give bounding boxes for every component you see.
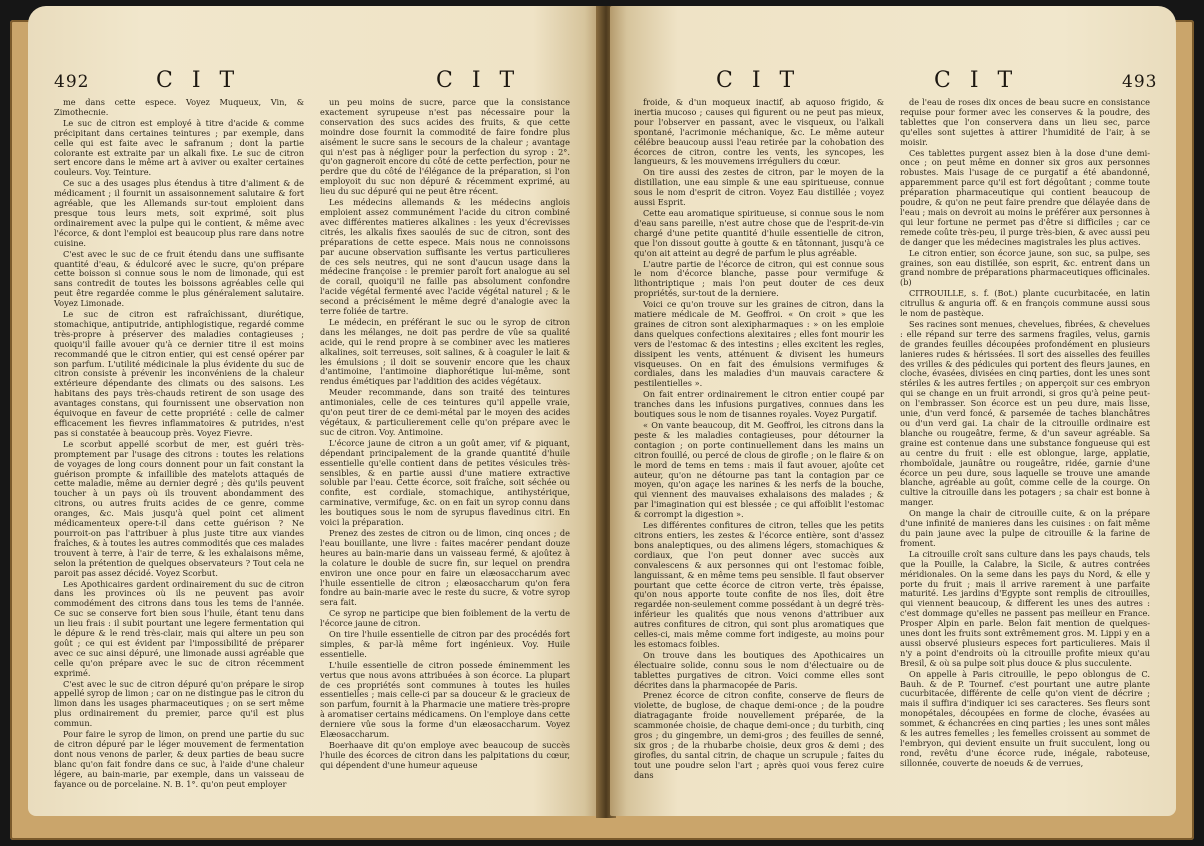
running-head-left-2: C I T <box>436 68 521 93</box>
paragraph: Le suc de citron est rafraîchissant, diurétique, stomachique, antiputride, antiphlogistique, regardé comme très-propre à préserver des maladies contagieuses ; quoiqu'il faille avouer qu'à ce dernier titre il est moins recommandé que le citron entier, qui est censé opérer par son parfum. L'utilité médicinale la plus évidente du suc de citron consiste à prévenir les inconvéniens de la chaleur extérieure dépendante des climats ou des saisons. Les habitans des pays très-chauds retirent de son usage des avantages constans, qui fournissent une observation non équivoque en faveur de cette propriété : celle de calmer efficacement les fievres inflammatoires & putrides, n'est pas si constatée à beaucoup près. Voyez Fievre. <box>54 309 304 438</box>
paragraph: Voici ce qu'on trouve sur les graines de citron, dans la matiere médicale de M. Geoffroi. « On croit » que les graines de citron sont alexipharmaques : » on les emploie dans quelques confections alexitaires ; elles font mourir les vers de l'estomac & des intestins ; elles excitent les regles, dissipent les vents, atténuent & divisent les humeurs visqueuses. On en fait des émulsions vermifuges & cordiales, dans les maladies d'un mauvais caractere & pestilentielles ». <box>634 299 884 389</box>
paragraph: un peu moins de sucre, parce que la consistance exactement syrupeuse n'est pas nécessaire pour la conservation des sucs acides des fruits, & que cette moindre dose fournit la commodité de faire fondre plus aisément le sucre sans le secours de la chaleur ; avantage qui n'est pas à négliger pour la perfection du syrop : 2°. qu'on gagneroit encore du côté de cette perfection, pour ne perdre que du côté de l'élégance de la préparation, si l'on employoit du suc non dépuré & récemment exprimé, au lieu du suc dépuré qui ne peut être récent. <box>320 97 570 197</box>
paragraph: Les médecins allemands & les médecins anglois emploient assez communément l'acide du citron combiné avec différentes matieres alkalines : les yeux d'écrevisses citrés, les alkalis fixes saoulés de suc de citron, sont des préparations de cette espece. Mais nous ne connoissons par aucune observation suffisante les vertus particulieres de ces sels neutres, qui ne sont d'aucun usage dans la médecine françoise : le premier paroît fort analogue au sel de corail, quoiqu'il ne faille pas absolument confondre l'acide végétal fermenté avec l'acide végétal naturel ; & le second a précisément le même degré d'analogie avec la terre foliée de tartre. <box>320 197 570 317</box>
paragraph: Le suc de citron est employé à titre d'acide & comme précipitant dans certaines teintures ; par exemple, dans celle qui est faite avec le safranum ; dont la partie colorante est extraite par un alkali fixe. Le suc de citron sert encore dans le même art à aviver ou exalter certaines couleurs. Voy. Teinture. <box>54 117 304 178</box>
right-page-column-2 <box>900 98 1150 769</box>
paragraph: Ce suc a des usages plus étendus à titre d'aliment & de médicament ; il fournit un assaisonnement salutaire & fort agréable, que les Allemands sur-tout emploient dans presque tous leurs mets, soit exprimé, soit plus ordinairement avec la pulpe qui le contient, & même avec l'écorce, & dont l'emploi est beaucoup plus rare dans notre cuisine. <box>54 178 304 248</box>
paragraph: Les Apothicaires gardent ordinairement du suc de citron dans les provinces où ils ne peuvent pas avoir commodément des citrons dans tous les tems de l'année. Ce suc se conserve fort bien sous l'huile, étant tenu dans un lieu frais : il subit pourtant une legere fermentation qui le dépure & le rend très-clair, mais qui altere un peu son goût ; ce qui est évident par l'impossibilité de préparer avec ce suc ainsi dépuré, une limonade aussi agréable que celle qu'on prépare avec le suc de citron récemment exprimé. <box>54 578 304 678</box>
running-head-left-1: C I T <box>156 68 241 93</box>
paragraph: Pour faire le syrop de limon, on prend une partie du suc de citron dépuré par le léger mouvement de fermentation dont nous venons de parler, & deux parties de beau sucre blanc qu'on fait fondre dans ce suc, à l'aide d'une chaleur légere, au bain-marie, par exemple, dans un vaisseau de fayance ou de porcelaine. N. B. 1°. qu'on peut employer <box>54 729 304 789</box>
running-head-right-1: C I T <box>716 68 801 93</box>
running-head-right-2: C I T <box>934 68 1019 93</box>
paragraph: La citrouille croît sans culture dans les pays chauds, tels que la Pouille, la Calabre, la Sicile, & autres contrées méridionales. On la seme dans les pays du Nord, & elle y porte du fruit ; mais il arrive rarement à une parfaite maturité. Les jardins d'Egypte sont remplis de citrouilles, qui viennent beaucoup, & different les unes des autres : c'est dommage qu'elles ne passent pas meilleur en France. Prosper Alpin en parle. Belon fait mention de quelques-unes dont les fruits sont extrêmement gros. M. Lippi y en a aussi observé plusieurs especes fort particulieres. Mais il n'y a point d'endroits où la citrouille profite mieux qu'au Bresil, & où sa pulpe soit plus douce & plus succulente. <box>900 548 1150 668</box>
paragraph: On fait entrer ordinairement le citron entier coupé par tranches dans les infusions purgatives, connues dans les boutiques sous le nom de tisannes royales. Voyez Purgatif. <box>634 389 884 420</box>
paragraph: Ses racines sont menues, chevelues, fibrées, & chevelues : elle répand sur terre des sarmens fragiles, velus, garnis de grandes feuilles découpées profondément en plusieurs lanieres rudes & hérissées. Il sort des aisselles des feuilles des vrilles & des pédicules qui portent des fleurs jaunes, en cloche, évasées, divisées en cinq parties, dont les unes sont stériles & les autres fertiles ; on apperçoit sur ces embryon qui se change en un fruit arrondi, si gros qu'à peine peut-on l'embrasser. Son écorce est un peu dure, mais lisse, unie, d'un verd foncé, & parsemée de taches blanchâtres ou d'un verd gai. La chair de la citrouille ordinaire est blanche ou rougeâtre, ferme, & d'un saveur agréable. Sa graine est contenue dans une substance fongueuse qui est au centre du fruit : elle est oblongue, large, applatie, rhomboïdale, jaunâtre ou rougeâtre, ridée, garnie d'une écorce un peu dure, sous laquelle se trouve une amande blanche, agréable au goût, comme celle de la courge. On cultive la citrouille dans les potagers ; sa chair est bonne à manger. <box>900 318 1150 508</box>
paragraph: Meuder recommande, dans son traité des teintures antimoniales, celle de ces teintures qu'il appelle vraie, qu'on peut tirer de ce demi-métal par le moyen des acides végétaux, & particulierement celle qu'on prépare avec le suc de citron. Voy. Antimoine. <box>320 387 570 437</box>
paragraph: On trouve dans les boutiques des Apothicaires un électuaire solide, connu sous le nom d'électuaire ou de tablettes purgatives de citron. Voici comme elles sont décrites dans la pharmacopée de Paris. <box>634 649 884 690</box>
paragraph: Ce syrop ne participe que bien foiblement de la vertu de l'écorce jaune de citron. <box>320 608 570 629</box>
paragraph: CITROUILLE, s. f. (Bot.) plante cucurbitacée, en latin citrullus & anguria off. & en françois commune aussi sous le nom de pastèque. <box>900 288 1150 319</box>
paragraph: Le citron entier, son écorce jaune, son suc, sa pulpe, ses graines, son eau distillée, son esprit, &c. entrent dans un grand nombre de préparations pharmaceutiques officinales. (b) <box>900 247 1150 288</box>
book-spread <box>10 6 1194 842</box>
paragraph: On appelle à Paris citrouille, le pepo oblongus de C. Bauh. & de P. Tournef. c'est pourtant une autre plante cucurbitacée, différente de celle qu'on vient de décrire ; mais il suffira d'indiquer ici ses caracteres. Ses fleurs sont monopétales, découpées en forme de cloche, évasées au sommet, & échancrées en cinq parties ; les unes sont mâles & les autres femelles ; les femelles croissent au sommet de l'embryon, qui devient ensuite un fruit succulent, long ou rond, revêtu d'une écorce rude, inégale, raboteuse, sillonnée, couverte de noeuds & de verrues, <box>900 668 1150 768</box>
paragraph: L'autre partie de l'écorce de citron, qui est connue sous le nom d'écorce blanche, passe pour vermifuge & lithontriptique ; mais l'on peut douter de ces deux propriétés, sur-tout de la derniere. <box>634 258 884 299</box>
paragraph: On tire l'huile essentielle de citron par des procédés fort simples, & par-là même fort ingénieux. Voy. Huile essentielle. <box>320 629 570 659</box>
paragraph: Le médecin, en préférant le suc ou le syrop de citron dans les mélanges, ne doit pas perdre de vûe sa qualité acide, qui le rend propre à se combiner avec les matieres alkalines, soit terreuses, soit salines, & à coaguler le lait & les émulsions ; il doit se souvenir encore que les chaux d'antimoine, l'antimoine diaphorétique lui-même, sont rendus émétiques par l'addition des acides végétaux. <box>320 316 570 387</box>
page-number-left: 492 <box>54 72 90 92</box>
paragraph: Cette eau aromatique spiritueuse, si connue sous le nom d'eau sans pareille, n'est autre chose que de l'esprit-de-vin chargé d'une petite quantité d'huile essentielle de citron, que l'on dissout goutte à goutte & en tâtonnant, jusqu'à ce qu'on ait atteint au degré de parfum le plus agréable. <box>634 207 884 258</box>
paragraph: On mange la chair de citrouille cuite, & on la prépare d'une infinité de manieres dans les cuisines : on fait même du pain jaune avec la pulpe de citrouille & la farine de froment. <box>900 508 1150 548</box>
paragraph: Prenez écorce de citron confite, conserve de fleurs de violette, de buglose, de chaque demi-once ; de la poudre diatragagante froide nouvellement préparée, de la scammonée choisie, de chaque demi-once ; du turbith, cinq gros ; du gingembre, un demi-gros ; des feuilles de senné, six gros ; de la rhubarbe choisie, deux gros & demi ; des girofles, du santal citrin, de chaque un scrupule ; faites du tout une poudre selon l'art ; après quoi vous ferez cuire dans <box>634 690 884 780</box>
paragraph: Prenez des zestes de citron ou de limon, cinq onces ; de l'eau bouillante, une livre : faites macérer pendant douze heures au bain-marie dans un vaisseau fermé, & ajoûtez à la colature le double de sucre fin, sur lequel on prendra environ une once pour en faire un elæosaccharum avec l'huile essentielle de citron ; elæosaccharum qu'on fera fondre au bain-marie avec le reste du sucre, & votre syrop sera fait. <box>320 527 570 608</box>
paragraph: me dans cette espece. Voyez Muqueux, Vin, & Zimothecnie. <box>54 97 304 117</box>
page-number-right: 493 <box>1122 72 1158 92</box>
left-page-column-2 <box>320 98 570 771</box>
paragraph: L'huile essentielle de citron possede éminemment les vertus que nous avons attribuées à son écorce. La plupart de ces propriétés sont communes à toutes les huiles essentielles ; mais celle-ci par sa douceur & le gracieux de son parfum, fournit à la Pharmacie une matiere très-propre à aromatiser certains médicamens. On l'employe dans cette derniere vûe sous la forme d'un elæosaccharum. Voyez Elæosaccharum. <box>320 659 570 740</box>
right-page <box>610 6 1176 816</box>
paragraph: Boerhaave dit qu'on employe avec beaucoup de succès l'huile des écorces de citron dans les palpitations du cœur, qui dépendent d'une humeur aqueuse <box>320 740 570 770</box>
paragraph: Les différentes confitures de citron, telles que les petits citrons entiers, les zestes & l'écorce entière, sont d'assez bons analeptiques, ou des alimens légers, stomachiques & cordiaux, que l'on peut donner avec succès aux convalescens & aux personnes qui ont l'estomac foible, languissant, & en même tems peu sensible. Il faut observer pourtant que cette écorce de citron verte, très épaisse, qu'on nous apporte toute confite de nos îles, doit être regardée non-seulement comme possédant à un degré très-inférieur les qualités que nous venons d'attribuer aux autres confitures de citron, qui sont plus aromatiques que celles-ci, mais même comme fort indigeste, au moins pour les estomacs foibles. <box>634 520 884 649</box>
left-page <box>28 6 602 816</box>
paragraph: « On vante beaucoup, dit M. Geoffroi, les citrons dans la peste & les maladies contagieuses, pour détourner la contagion ; on porte continuellement dans les mains un citron fouillé, ou percé de clous de girofle ; on le flaire & on le mord de tems en tems : mais il faut avouer, ajoûte cet auteur, qu'on ne détourne pas tant la contagion par ce moyen, qu'on agaçe les narines & les nerfs de la bouche, qui viennent des mauvaises exhalaisons des malades ; & par l'imagination qui est blessée ; ce qui affoiblit l'estomac & corrompt la digestion ». <box>634 420 884 520</box>
left-page-column-1 <box>54 98 304 790</box>
right-page-column-1 <box>634 98 884 781</box>
paragraph: froide, & d'un moqueux inactif, ab aquoso frigido, & inertia mucoso ; causes qui figurent ou ne peut pas mieux, pour l'observer en passant, avec le visqueux, ou l'alkali spontané, l'acrimonie méchanique, &c. Le même auteur célébre beaucoup aussi l'eau retirée par la cohobation des écorces de citron, contre les vents, les syncopes, les langueurs, & les mouvemens irréguliers du cœur. <box>634 97 884 167</box>
paragraph: C'est avec le suc de citron dépuré qu'on prépare le sirop appellé syrop de limon ; car on ne distingue pas le citron du limon dans les usages pharmaceutiques ; on se sert même plus ordinairement du premier, parce qu'il est plus commun. <box>54 678 304 729</box>
paragraph: Le scorbut appellé scorbut de mer, est guéri très-promptement par l'usage des citrons : toutes les relations de voyages de long cours donnent pour un fait constant la guérison prompte & infaillible des matelots attaqués de cette maladie, même au dernier degré ; dès qu'ils peuvent toucher à un pays où ils trouvent abondamment des citrons, ou autres fruits acides de ce genre, comme oranges, &c. Mais jusqu'à quel point cet aliment médicamenteux opere-t-il dans cette guérison ? Ne pourroit-on pas l'attribuer à plus juste titre aux viandes fraîches, & à toutes les autres commodités que ces malades trouvent à terre, à l'air de terre, & les exhalaisons même, selon la prétention de quelques observateurs ? Tout cela ne paroit pas assez décidé. Voyez Scorbut. <box>54 438 304 578</box>
paragraph: de l'eau de roses dix onces de beau sucre en consistance requise pour former avec les conserves & la poudre, des tablettes que l'on conservera dans un lieu sec, parce qu'elles sont sujettes à attirer l'humidité de l'air, à se moisir. <box>900 97 1150 147</box>
paragraph: C'est avec le suc de ce fruit étendu dans une suffisante quantité d'eau, & édulcoré avec le sucre, qu'on prépare cette boisson si connue sous le nom de limonade, qui est sans contredit de toutes les boissons agréables celle qui peut être regardée comme le plus généralement salutaire. Voyez Limonade. <box>54 248 304 309</box>
paragraph: Ces tablettes purgent assez bien à la dose d'une demi-once ; on peut même en donner six gros aux personnes robustes. Mais l'usage de ce purgatif a été abandonné, apparemment parce qu'il est fort dégoûtant ; comme toute préparation pharmaceutique qui contient beaucoup de poudre, & qu'on ne peut faire prendre que délayée dans de l'eau ; mais on devroit au moins le préférer aux personnes à qui leur fortune ne permet pas d'être si difficiles ; car ce remede coûte très-peu, il purge très-bien, & avec aussi peu de danger que les médecines magistrales les plus actives. <box>900 147 1150 247</box>
paragraph: L'écorce jaune de citron a un goût amer, vif & piquant, dépendant principalement de la grande quantité d'huile essentielle qu'elle contient dans de petites vésicules très-sensibles, & en partie aussi d'une matiere extractive soluble par l'eau. Cette écorce, soit fraîche, soit séchée ou confite, est cordiale, stomachique, antihystérique, carminative, vermifuge, &c. on en fait un syrop connu dans les boutiques sous le nom de syrupus flavedinus citri. En voici la préparation. <box>320 437 570 528</box>
paragraph: On tire aussi des zestes de citron, par le moyen de la distillation, une eau simple & une eau spiritueuse, connue sous le nom d'esprit de citron. Voyez Eau distillée ; voyez aussi Esprit. <box>634 167 884 208</box>
